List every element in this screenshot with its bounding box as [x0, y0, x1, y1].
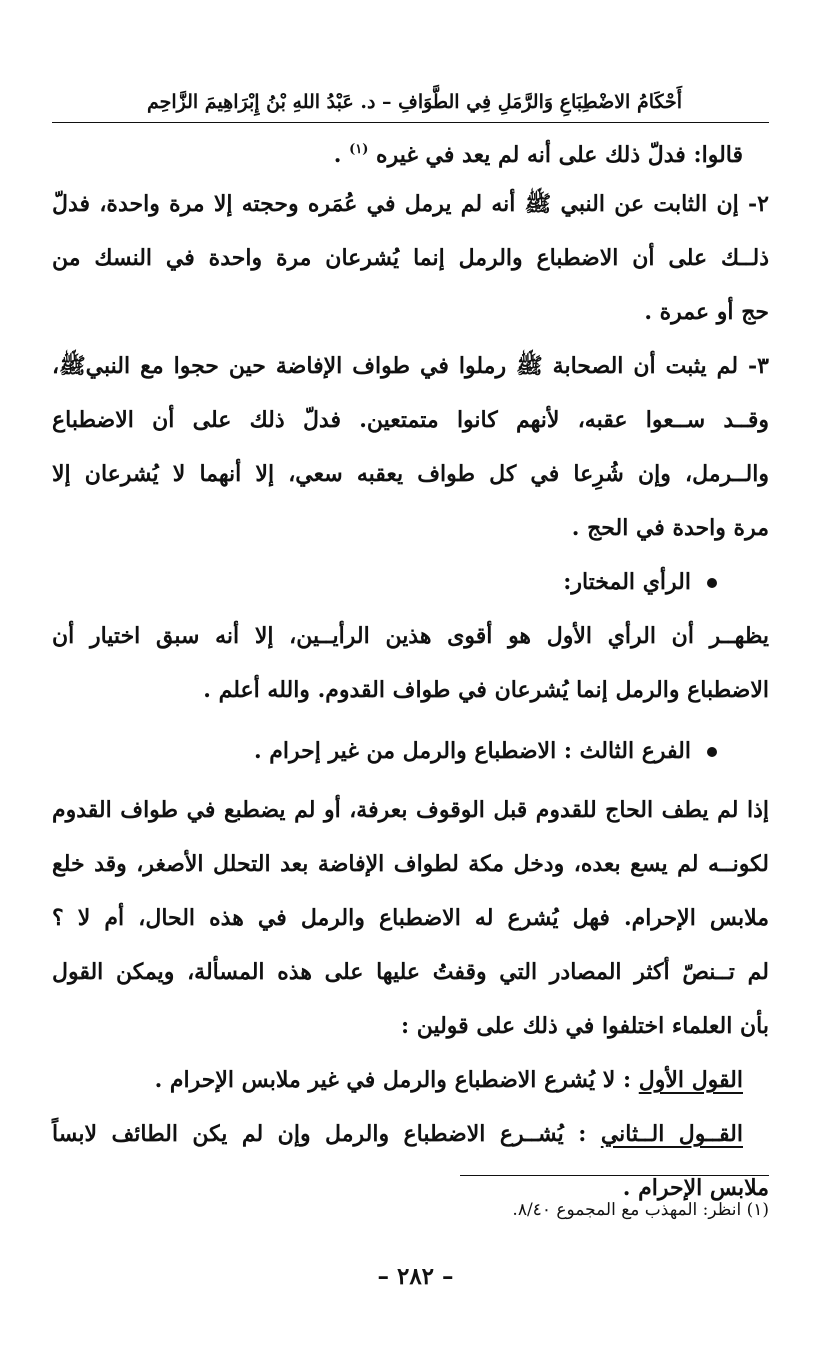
bullet-icon: [707, 578, 717, 588]
text-line: إذا لم يطف الحاج للقدوم قبل الوقوف بعرفة، أو لم يضطبع في طواف القدوم: [52, 797, 769, 823]
heading-text: الفرع الثالث : الاضطباع والرمل من غير إحرام .: [253, 738, 691, 764]
text-line: مرة واحدة في الحج .: [571, 515, 769, 541]
text-line: وقــد ســعوا عقبه، لأنهم كانوا متمتعين. فدلّ ذلك على أن الاضطباع: [52, 407, 769, 433]
section-heading: [52, 731, 717, 771]
text-line: ملابس الإحرام .: [622, 1175, 769, 1201]
footnote-ref: (١): [349, 142, 369, 157]
bullet-icon: [707, 747, 717, 757]
opinion-two: [52, 1114, 743, 1154]
header-divider: [52, 122, 769, 123]
text-line: يظهــر أن الرأي الأول هو أقوى هذين الرأيــين، إلا أنه سبق اختيار أن: [52, 623, 769, 649]
section-heading: [52, 562, 717, 602]
opinion-label: القــول الــثاني: [600, 1121, 743, 1147]
opinion-one: [52, 1060, 743, 1100]
text-fragment: قالوا: فدلّ ذلك على أنه لم يعد في غيره: [376, 142, 743, 168]
running-header: أَحْكَامُ الاضْطِبَاعِ وَالرَّمَلِ فِي الطَّوَافِ – د. عَبْدُ اللهِ بْنُ إِبْرَاهِيمَ الزَّاحِم: [146, 91, 683, 113]
text-line: والــرمل، وإن شُرِعا في كل طواف يعقبه سعي، إلا أنهما لا يُشرعان إلا: [52, 461, 769, 487]
opinion-label: القول الأول: [638, 1067, 743, 1093]
text-line: الاضطباع والرمل إنما يُشرعان في طواف القدوم. والله أعلم .: [203, 677, 769, 703]
list-item-2: ٢- إن الثابت عن النبي ﷺ أنه لم يرمل في عُمَره وحجته إلا مرة واحدة، فدلّ: [52, 191, 769, 217]
text-line: بأن العلماء اختلفوا في ذلك على قولين :: [400, 1013, 769, 1039]
text-line: لم تــنصّ أكثر المصادر التي وقفتُ عليها على هذه المسألة، ويمكن القول: [52, 959, 769, 985]
text-line: حج أو عمرة .: [644, 299, 769, 325]
opinion-text: : يُشــرع الاضطباع والرمل وإن لم يكن الطائف لابساً: [52, 1121, 587, 1147]
text-fragment: .: [333, 142, 342, 168]
text-line: لكونــه لم يسع بعده، ودخل مكة لطواف الإفاضة بعد التحلل الأصغر، وقد خلع: [52, 851, 769, 877]
page-number: – ٢٨٢ –: [377, 1263, 454, 1290]
text-line: ذلــك على أن الاضطباع والرمل إنما يُشرعان مرة واحدة في النسك من: [52, 245, 769, 271]
text-line: [52, 130, 743, 170]
text-line: ملابس الإحرام. فهل يُشرع له الاضطباع والرمل في هذه الحال، أم لا ؟: [52, 905, 769, 931]
heading-text: الرأي المختار:: [563, 569, 691, 595]
footnote: (١) انظر: المهذب مع المجموع ٨/٤٠.: [512, 1200, 769, 1220]
footnote-divider: [460, 1175, 769, 1176]
opinion-text: : لا يُشرع الاضطباع والرمل في غير ملابس الإحرام .: [154, 1067, 632, 1093]
list-item-3: ٣- لم يثبت أن الصحابة ﷺ رملوا في طواف الإفاضة حين حجوا مع النبيﷺ،: [52, 353, 769, 379]
